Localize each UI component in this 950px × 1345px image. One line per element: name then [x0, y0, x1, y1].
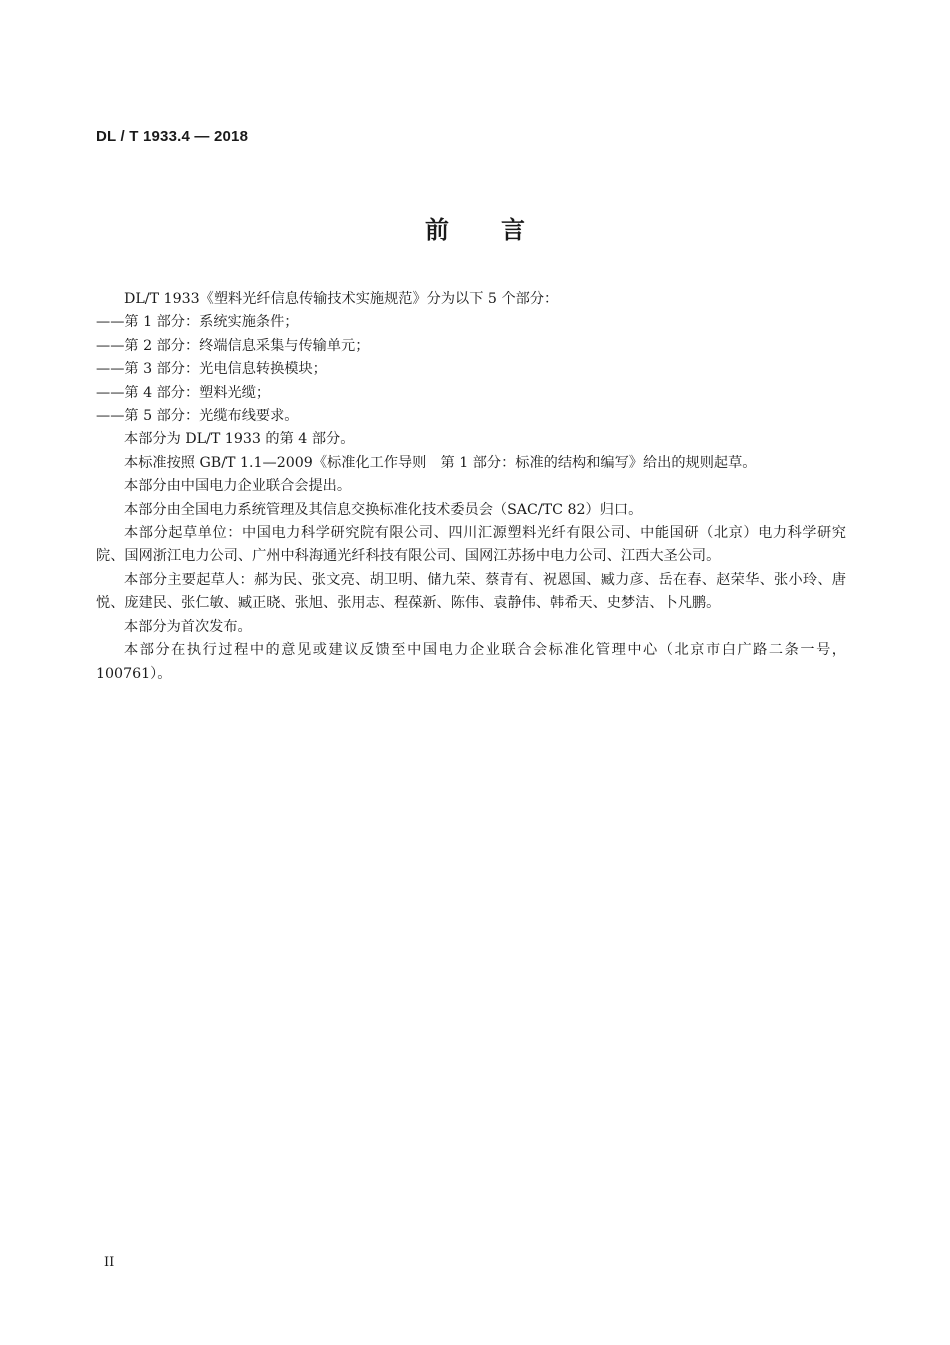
foreword-body: [96, 288, 846, 686]
paragraph: 本部分为 DL/T 1933 的第 4 部分。: [124, 431, 355, 448]
paragraph: 本部分由全国电力系统管理及其信息交换标准化技术委员会（SAC/TC 82）归口。: [124, 501, 643, 518]
paragraph: 本部分在执行过程中的意见或建议反馈至中国电力企业联合会标准化管理中心（北京市白广路二条一号，100761）。: [96, 642, 846, 682]
list-item: ——第 4 部分：塑料光缆；: [96, 384, 271, 401]
paragraph: 本部分起草单位：中国电力科学研究院有限公司、四川汇源塑料光纤有限公司、中能国研（北京）电力科学研究院、国网浙江电力公司、广州中科海通光纤科技有限公司、国网江苏扬中电力公司、江西大圣公司。: [96, 525, 846, 565]
page-title: 前言: [425, 216, 577, 244]
page-number: II: [104, 1255, 115, 1270]
paragraph: 本部分为首次发布。: [124, 618, 252, 635]
list-item: ——第 3 部分：光电信息转换模块；: [96, 361, 327, 378]
list-item: ——第 5 部分：光缆布线要求。: [96, 408, 299, 425]
paragraph: 本部分由中国电力企业联合会提出。: [124, 478, 352, 495]
list-item: ——第 2 部分：终端信息采集与传输单元；: [96, 337, 370, 354]
intro-paragraph: DL/T 1933《塑料光纤信息传输技术实施规范》分为以下 5 个部分：: [124, 291, 559, 307]
paragraph: 本部分主要起草人：郝为民、张文亮、胡卫明、储九荣、蔡青有、祝恩国、臧力彦、岳在春、赵荣华、张小玲、唐悦、庞建民、张仁敏、臧正晓、张旭、张用志、程葆新、陈伟、袁静伟、韩希天、史梦洁、卜凡鹏。: [96, 571, 846, 612]
standard-code-header: DL / T 1933.4 — 2018: [96, 128, 249, 145]
paragraph: 本标准按照 GB/T 1.1—2009《标准化工作导则 第 1 部分：标准的结构和编写》给出的规则起草。: [124, 454, 757, 471]
list-item: ——第 1 部分：系统实施条件；: [96, 314, 299, 331]
